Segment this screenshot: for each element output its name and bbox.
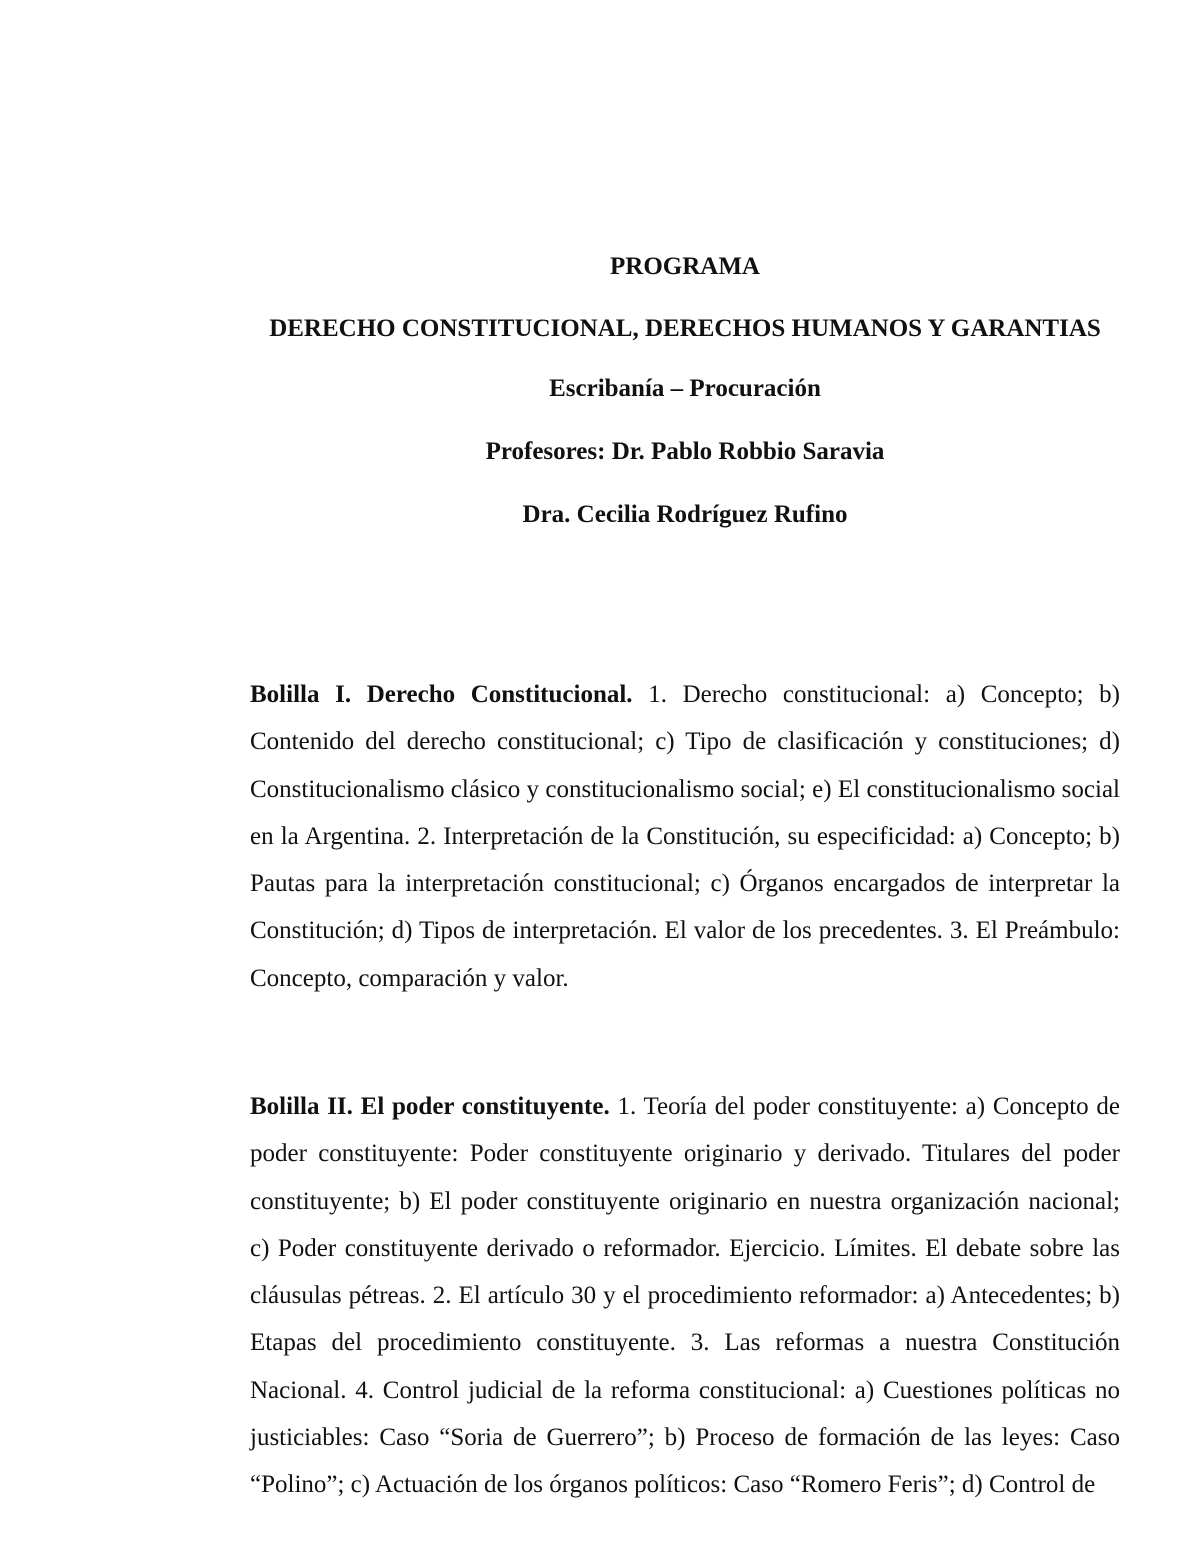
- section-bolilla-2: [250, 1083, 1120, 1509]
- section-bolilla-1: [250, 671, 1120, 1002]
- section-text: 1. Teoría del poder constituyente: a) Concepto de poder constituyente: Poder constituyente originario y derivado. Titulares del poder constituyente; b) El poder constituyente originario en nuestra organización nacional; c) Poder constituyente derivado o reformador. Ejercicio. Límites. El debate sobre las cláusulas pétreas. 2. El artículo 30 y el procedimiento reformador: a) Antecedentes; b) Etapas del procedimiento constituyente. 3. Las reformas a nuestra Constitución Nacional. 4. Control judicial de la reforma constitucional: a) Cuestiones políticas no justiciables: Caso “Soria de Guerrero”; b) Proceso de formación de las leyes: Caso “Polino”; c) Actuación de los órganos políticos: Caso “Romero Feris”; d) Control de: [250, 1093, 1120, 1499]
- section-heading: Bolilla II. El poder constituyente.: [250, 1093, 610, 1120]
- professor-line-2: Dra. Cecilia Rodríguez Rufino: [522, 501, 848, 528]
- career-label: Escribanía – Procuración: [549, 375, 821, 402]
- document-header: [250, 248, 1120, 558]
- program-title: PROGRAMA: [610, 253, 760, 280]
- section-heading: Bolilla I. Derecho Constitucional.: [250, 681, 633, 708]
- section-text: 1. Derecho constitucional: a) Concepto; b) Contenido del derecho constitucional; c) Tipo de clasificación y constituciones; d) Constitucionalismo clásico y constitucionalismo social; e) El constitucionalismo social en la Argentina. 2. Interpretación de la Constitución, su especificidad: a) Concepto; b) Pautas para la interpretación constitucional; c) Órganos encargados de interpretar la Constitución; d) Tipos de interpretación. El valor de los precedentes. 3. El Preámbulo: Concepto, comparación y valor.: [250, 681, 1120, 992]
- course-title: DERECHO CONSTITUCIONAL, DERECHOS HUMANOS Y GARANTIAS: [269, 315, 1101, 342]
- professor-line-1: Profesores: Dr. Pablo Robbio Saravia: [485, 438, 885, 465]
